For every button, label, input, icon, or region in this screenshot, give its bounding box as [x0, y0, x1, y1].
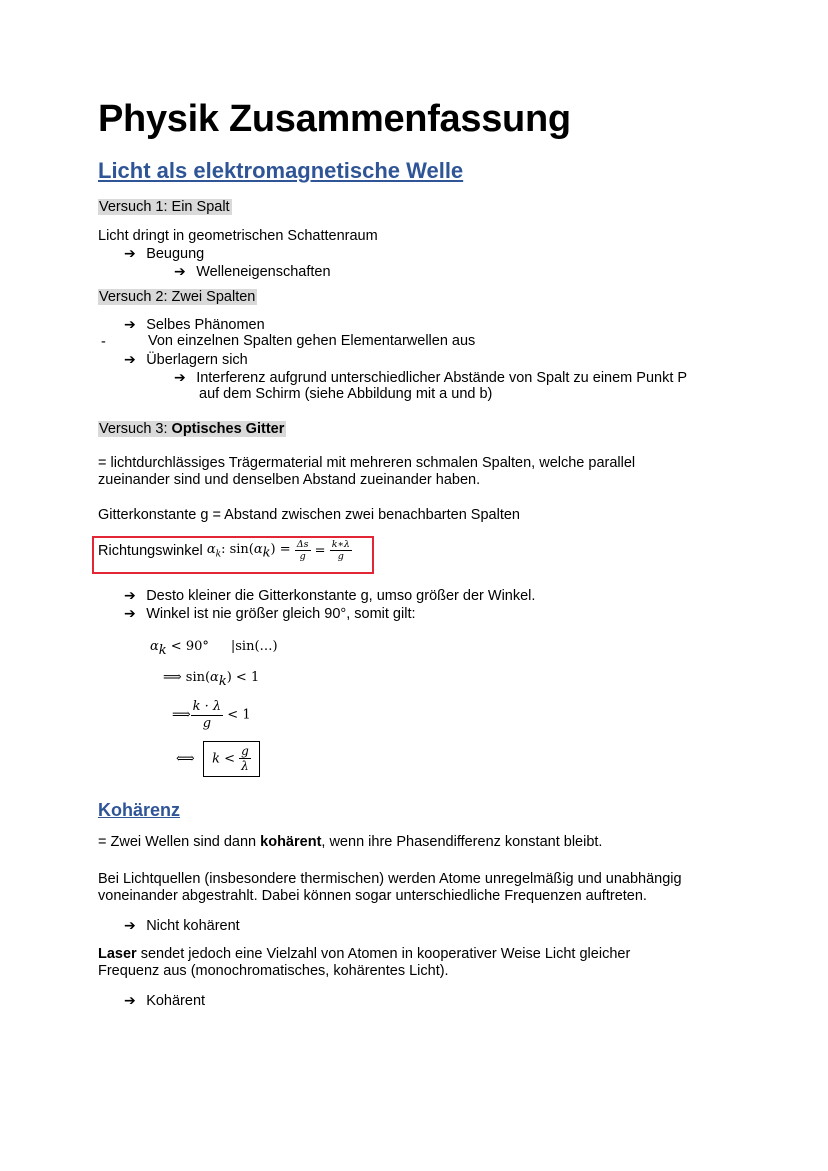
- list-item: - Von einzelnen Spalten gehen Elementarwellen aus: [101, 333, 476, 350]
- definition-line: = lichtdurchlässiges Trägermaterial mit mehreren schmalen Spalten, welche parallel: [98, 455, 636, 471]
- arrow-icon: ➔: [124, 246, 136, 262]
- list-item: ➔ Beugung: [124, 246, 205, 262]
- section-heading-kohaerenz: Kohärenz: [98, 800, 181, 820]
- laser-paragraph: Laser sendet jedoch eine Vielzahl von Atomen in kooperativer Weise Licht gleicher: [98, 946, 631, 962]
- result-box: k < $\frac{g}{\lambda}$: [203, 741, 260, 777]
- list-item: ➔ Selbes Phänomen: [124, 317, 265, 333]
- versuch1-text: Licht dringt in geometrischen Schattenraum: [98, 228, 378, 244]
- dash-bullet: -: [101, 334, 106, 350]
- list-item: ➔ Nicht kohärent: [124, 918, 240, 934]
- arrow-icon: ➔: [124, 606, 136, 622]
- paragraph-line: Bei Lichtquellen (insbesondere thermischen) werden Atome unregelmäßig und unabhängig: [98, 871, 682, 887]
- arrow-icon: ➔: [124, 352, 136, 368]
- arrow-icon: ➔: [124, 317, 136, 333]
- list-item: ➔ Kohärent: [124, 993, 206, 1009]
- derivation-line-3: ⟹ $\frac{k \cdot \lambda}{g}$ < 1: [172, 699, 251, 731]
- gitterkonstante-line: Gitterkonstante g = Abstand zwischen zwei benachbarten Spalten: [98, 507, 520, 523]
- definition-line: zueinander sind und denselben Abstand zueinander haben.: [98, 472, 481, 488]
- richtungswinkel-formula: Richtungswinkel $\alpha_k$: $\sin(\alpha_k)$ = $\frac{\Delta s}{g}$ = $\frac{k∗\lambda}{g}$: [98, 539, 350, 563]
- arrow-icon: ➔: [124, 993, 136, 1009]
- versuch1-label: Versuch 1: Ein Spalt: [99, 199, 230, 215]
- derivation-line-4: ⟺ k < $\frac{g}{\lambda}$: [176, 741, 260, 777]
- list-item: ➔ Überlagern sich: [124, 352, 248, 368]
- arrow-icon: ➔: [124, 588, 136, 604]
- page-title: Physik Zusammenfassung: [98, 98, 571, 140]
- derivation-line-1: $\alpha_k < 90^\circ$ |sin(…): [150, 639, 278, 659]
- arrow-icon: ➔: [174, 264, 186, 280]
- list-item: ➔ Welleneigenschaften: [174, 264, 331, 280]
- section-heading-licht: Licht als elektromagnetische Welle: [98, 158, 464, 183]
- list-item: ➔ Interferenz aufgrund unterschiedlicher Abstände von Spalt zu einem Punkt P: [174, 370, 688, 386]
- list-item: ➔ Desto kleiner die Gitterkonstante g, umso größer der Winkel.: [124, 588, 536, 604]
- paragraph-line: Frequenz aus (monochromatisches, kohärentes Licht).: [98, 963, 449, 979]
- paragraph-line: voneinander abgestrahlt. Dabei können sogar unterschiedliche Frequenzen auftreten.: [98, 888, 647, 904]
- arrow-icon: ➔: [124, 918, 136, 934]
- list-item: ➔ Winkel ist nie größer gleich 90°, somit gilt:: [124, 606, 416, 622]
- versuch3-label: Versuch 3: Optisches Gitter: [99, 421, 285, 437]
- derivation-line-2: ⟹ $\sin(\alpha_k) < 1$: [163, 670, 260, 690]
- arrow-icon: ➔: [174, 370, 186, 386]
- list-item-continuation: auf dem Schirm (siehe Abbildung mit a und b): [199, 386, 493, 402]
- kohaerenz-definition: = Zwei Wellen sind dann kohärent, wenn ihre Phasendifferenz konstant bleibt.: [98, 834, 603, 850]
- versuch2-label: Versuch 2: Zwei Spalten: [99, 289, 256, 305]
